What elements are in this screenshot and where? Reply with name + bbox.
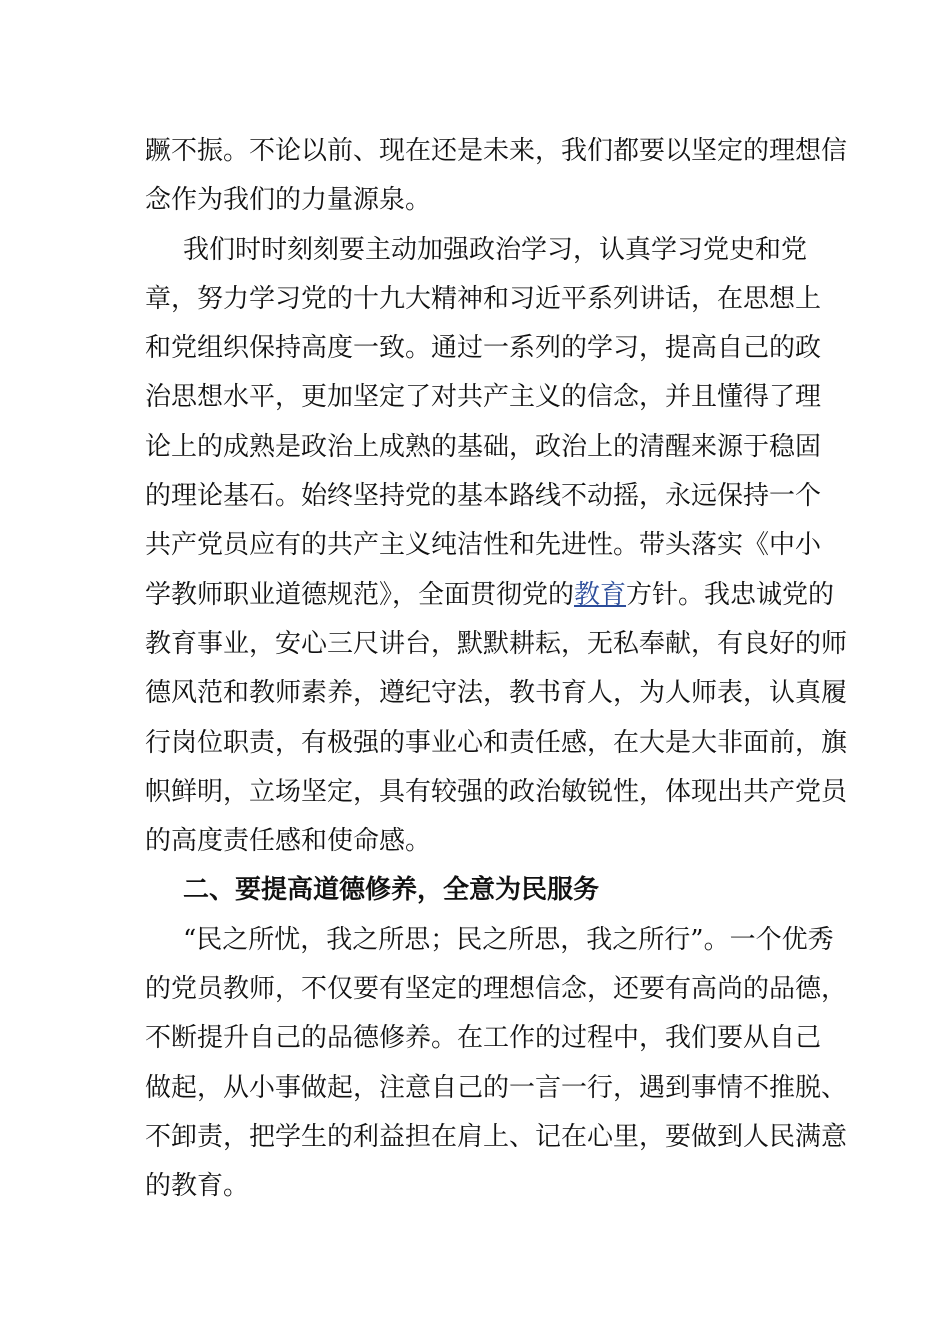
text-line: 治思想水平，更加坚定了对共产主义的信念，并且懂得了理 [145, 382, 822, 413]
text-line: 的理论基石。始终坚持党的基本路线不动摇，永远保持一个 [145, 481, 822, 512]
text-line-with-link [145, 571, 835, 620]
paragraph-moral-cultivation [145, 916, 848, 1212]
text-line: 的高度责任感和使命感。 [145, 826, 432, 857]
text-line: 的党员教师，不仅要有坚定的理想信念，还要有高尚的品德， [145, 974, 848, 1005]
text-line: 教育事业，安心三尺讲台，默默耕耘，无私奉献，有良好的师 [145, 628, 848, 659]
document-page [145, 127, 848, 1212]
text-line: 做起，从小事做起，注意自己的一言一行，遇到事情不推脱、 [145, 1072, 848, 1103]
text-line: 行岗位职责，有极强的事业心和责任感，在大是大非面前，旗 [145, 727, 848, 758]
text-line: 章，努力学习党的十九大精神和习近平系列讲话，在思想上 [145, 283, 822, 314]
text-line: 蹶不振。不论以前、现在还是未来，我们都要以坚定的理想信 [145, 136, 848, 166]
text-line: “民之所忧，我之所思；民之所思，我之所行”。一个优秀 [183, 924, 834, 955]
education-link[interactable]: 教育 [574, 579, 627, 610]
text-line: 帜鲜明，立场坚定，具有较强的政治敏锐性，体现出共产党员 [145, 776, 848, 807]
text-line: 德风范和教师素养，遵纪守法，教书育人，为人师表，认真履 [145, 678, 848, 709]
section-heading: 二、要提高道德修养，全意为民服务 [183, 875, 600, 906]
text-line: 和党组织保持高度一致。通过一系列的学习，提高自己的政 [145, 333, 822, 364]
text-line: 念作为我们的力量源泉。 [145, 185, 432, 216]
text-line: 的教育。 [145, 1171, 250, 1202]
text-segment: 方针。我忠诚党的 [626, 579, 835, 610]
paragraph-political-study [145, 226, 848, 867]
text-line: 我们时时刻刻要主动加强政治学习，认真学习党史和党 [183, 234, 808, 265]
text-segment: 学教师职业道德规范》，全面贯彻党的 [145, 579, 575, 610]
text-line: 不断提升自己的品德修养。在工作的过程中，我们要从自己 [145, 1023, 822, 1054]
text-line: 共产党员应有的共产主义纯洁性和先进性。带头落实《中小 [145, 530, 822, 561]
text-line: 论上的成熟是政治上成熟的基础，政治上的清醒来源于稳固 [145, 431, 822, 462]
paragraph-continuation [145, 127, 848, 226]
text-line: 不卸责，把学生的利益担在肩上、记在心里，要做到人民满意 [145, 1121, 848, 1152]
